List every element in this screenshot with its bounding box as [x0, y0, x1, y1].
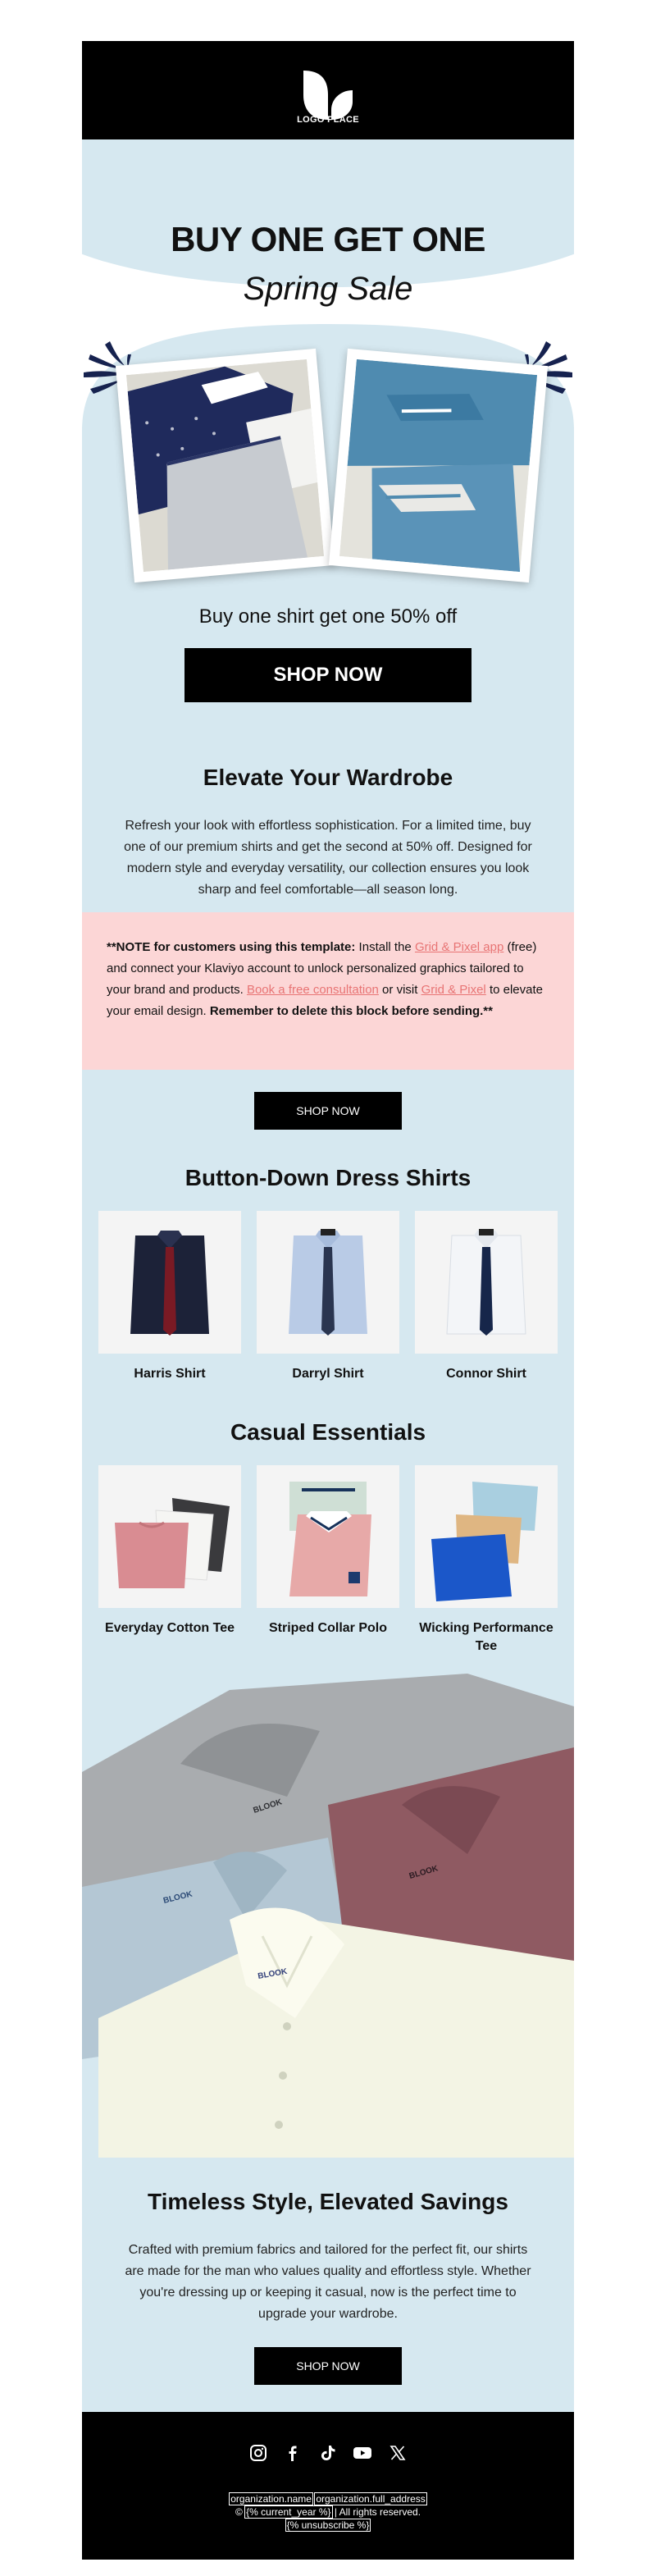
hero-photo-blue-polos	[329, 349, 548, 582]
tiktok-icon[interactable]	[317, 2441, 339, 2464]
note-text-2: (free) and connect your Klaviyo account to unlock personalized graphics tailored to your brand and products.	[107, 940, 537, 997]
product-name[interactable]: Harris Shirt	[134, 1367, 206, 1381]
product-image[interactable]	[257, 1211, 399, 1354]
hero-arc	[82, 139, 574, 287]
product-name[interactable]: Everyday Cotton Tee	[105, 1621, 235, 1635]
hero-shop-now-button[interactable]: SHOP NOW	[184, 648, 472, 702]
product-image[interactable]	[98, 1211, 241, 1354]
closing-body: Crafted with premium fabrics and tailored for the perfect fit, our shirts are made for the man who values quality and effortless style. Whether you're dressing up or keeping it casual, now is the perfect time to upgrade your wardrobe.	[125, 2243, 531, 2321]
product-image[interactable]	[415, 1211, 558, 1354]
template-note	[82, 912, 574, 1070]
product-card[interactable]	[98, 1211, 241, 1383]
product-card[interactable]	[98, 1465, 241, 1637]
grid-pixel-app-link[interactable]: Grid & Pixel app	[414, 940, 504, 954]
product-name[interactable]: Wicking Performance Tee	[419, 1621, 554, 1653]
product-image[interactable]	[415, 1465, 558, 1608]
note-text-1: Install the	[355, 940, 415, 954]
offer-text: Buy one shirt get one 50% off	[198, 605, 458, 628]
intro-body: Refresh your look with effortless sophistication. For a limited time, buy one of our premium shirts and get the second at 50% off. Designed for modern style and everyday versatility, our collection ensures you look sharp and feel comfortable—all season long.	[124, 819, 532, 897]
footer-address	[82, 2493, 574, 2505]
grid-pixel-link[interactable]: Grid & Pixel	[421, 983, 486, 997]
product-card[interactable]	[257, 1465, 399, 1637]
svg-text:BLOOK: BLOOK	[252, 1797, 284, 1816]
org-address: organization.full_address	[316, 2493, 426, 2505]
product-card[interactable]	[257, 1211, 399, 1383]
hero-subtitle: Spring Sale	[243, 271, 413, 307]
product-card[interactable]	[415, 1465, 558, 1656]
x-icon[interactable]	[386, 2441, 409, 2464]
note-text-3: or visit	[378, 983, 421, 997]
unsubscribe-link[interactable]: {% unsubscribe %}	[286, 2519, 370, 2531]
note-bold-tail: Remember to delete this block before sending.**	[209, 1004, 493, 1018]
product-name[interactable]: Connor Shirt	[446, 1367, 526, 1381]
copyright-symbol: ©	[235, 2506, 246, 2518]
footer-unsubscribe	[82, 2519, 574, 2531]
email-header	[82, 41, 574, 144]
svg-text:BLOOK: BLOOK	[257, 1966, 289, 1981]
product-name[interactable]: Striped Collar Polo	[268, 1621, 387, 1635]
shop-now-button[interactable]: SHOP NOW	[254, 1092, 402, 1130]
closing-heading: Timeless Style, Elevated Savings	[148, 2189, 508, 2214]
footer-copyright	[82, 2506, 574, 2518]
email-footer	[82, 2412, 574, 2560]
dress-heading: Button-Down Dress Shirts	[184, 1165, 472, 1190]
svg-text:BLOOK: BLOOK	[408, 1864, 440, 1881]
logo-text: LOGO PLACE	[297, 115, 359, 125]
instagram-icon[interactable]	[247, 2441, 270, 2464]
product-image[interactable]	[98, 1465, 241, 1608]
org-name: organization.name	[230, 2493, 312, 2505]
intro-heading: Elevate Your Wardrobe	[203, 765, 453, 790]
hero-title: BUY ONE GET ONE	[171, 220, 485, 258]
closing-shop-now-button[interactable]: SHOP NOW	[254, 2347, 402, 2385]
hero-photo-navy-polos	[116, 349, 335, 582]
rights-text: | All rights reserved.	[331, 2506, 421, 2518]
product-name[interactable]: Darryl Shirt	[292, 1367, 364, 1381]
casual-heading: Casual Essentials	[230, 1419, 426, 1445]
featured-shirts-photo	[82, 1674, 574, 2158]
svg-text:BLOOK: BLOOK	[162, 1889, 194, 1906]
email-body	[82, 41, 574, 2560]
current-year: {% current_year %}	[246, 2506, 331, 2518]
note-text-4: to elevate your email design.	[107, 983, 543, 1018]
product-card[interactable]	[415, 1211, 558, 1383]
youtube-icon[interactable]	[351, 2441, 374, 2464]
note-bold-lead: **NOTE for customers using this template:	[107, 940, 356, 954]
book-consultation-link[interactable]: Book a free consultation	[246, 983, 379, 997]
facebook-icon[interactable]	[281, 2441, 304, 2464]
product-image[interactable]	[257, 1465, 399, 1608]
